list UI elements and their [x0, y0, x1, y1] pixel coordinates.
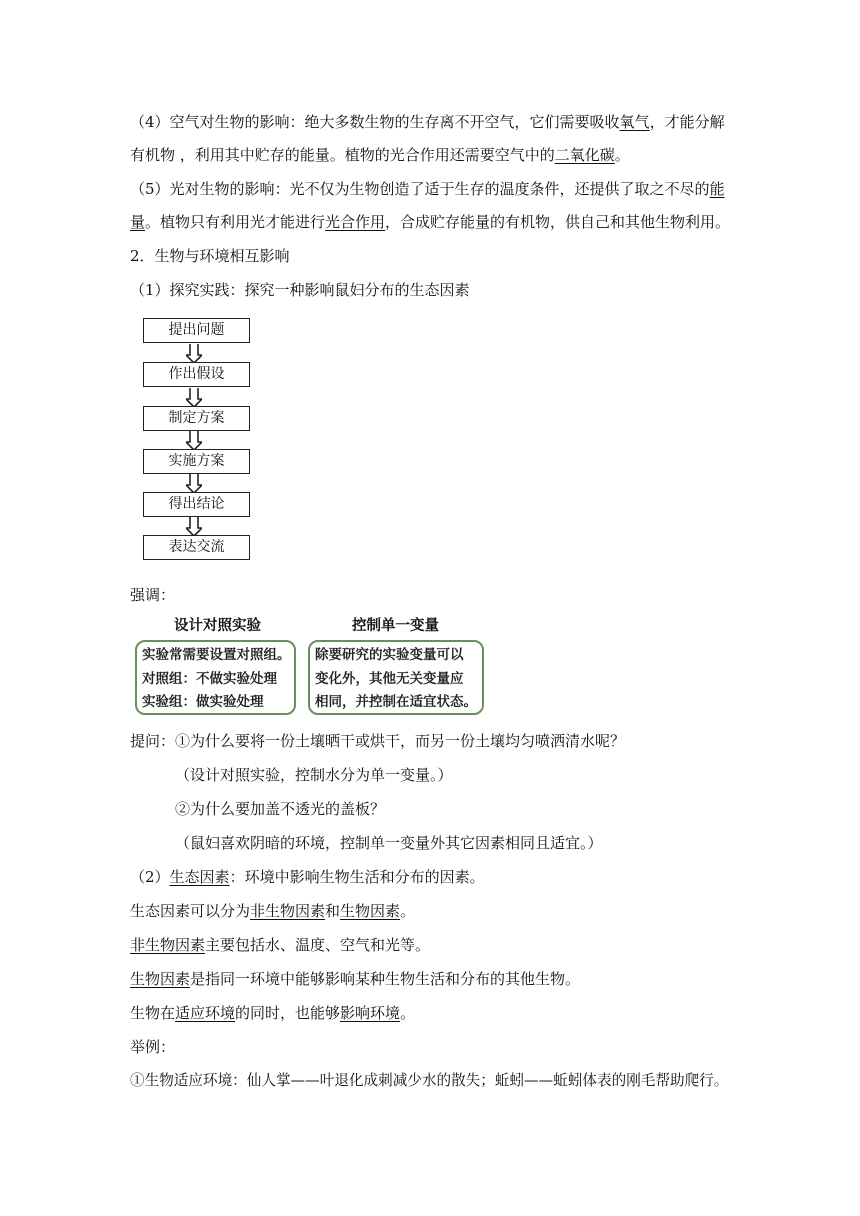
question-1: 提问：①为什么要将一份土壤晒干或烘干，而另一份土壤均匀喷洒清水呢？	[130, 732, 626, 750]
emphasis-left-line: 实验组：做实验处理	[142, 694, 264, 710]
para4-line2	[130, 145, 630, 165]
emphasis-right-line: 相同，并控制在适宜状态。	[315, 694, 477, 710]
emphasis-left-box	[135, 640, 296, 715]
emphasis-right-line: 变化外，其他无关变量应	[315, 670, 464, 687]
abiotic-line	[130, 935, 430, 955]
term-photosynthesis: 光合作用	[325, 213, 386, 231]
term-ecological-factor: 生态因素	[169, 868, 230, 886]
para5-line1	[130, 179, 725, 199]
classify-line	[130, 901, 415, 921]
para5-text: ，合成贮存能量的有机物，供自己和其他生物利用。	[385, 213, 731, 231]
emphasis-label: 强调：	[130, 586, 176, 604]
term-abiotic: 非生物因素	[250, 902, 326, 920]
term-energy: 能	[709, 180, 725, 198]
para5-line2	[130, 212, 730, 232]
para4-line1	[130, 112, 725, 132]
emphasis-right-line: 除要研究的实验变量可以	[315, 647, 464, 663]
sub2-text: ：环境中影响生物生活和分布的因素。	[229, 868, 485, 886]
answer-2: （鼠妇喜欢阴暗的环境，控制单一变量外其它因素相同且适宜。）	[175, 834, 603, 852]
down-arrow-icon	[186, 388, 202, 408]
para4-text: ，才能分解	[649, 113, 725, 131]
term-abiotic: 非生物因素	[130, 936, 206, 954]
para5-text: 。植物只有利用光才能进行	[145, 213, 326, 231]
flow-step-4: 实施方案	[143, 449, 250, 474]
term-co2: 二氧化碳	[554, 146, 615, 164]
down-arrow-icon	[186, 344, 202, 364]
biotic-line	[130, 969, 580, 989]
sub2-text: （2）	[130, 868, 170, 886]
term-oxygen: 氧气	[619, 113, 650, 131]
adapt-line	[130, 1003, 415, 1023]
flow-step-3: 制定方案	[143, 406, 250, 431]
emphasis-right-title: 控制单一变量	[352, 618, 439, 634]
answer-1: （设计对照实验，控制水分为单一变量。）	[175, 766, 453, 784]
classify-text: 和	[325, 902, 341, 920]
example-label: 举例：	[130, 1038, 176, 1056]
para4-text: （4）空气对生物的影响：绝大多数生物的生存离不开空气，它们需要吸收	[130, 113, 620, 131]
subsection-1: （1）探究实践：探究一种影响鼠妇分布的生态因素	[130, 281, 470, 299]
subsection-2	[130, 867, 485, 887]
flow-step-1: 提出问题	[143, 318, 250, 343]
emphasis-right-box	[308, 640, 484, 715]
flow-step-2: 作出假设	[143, 362, 250, 387]
emphasis-left-line: 实验常需要设置对照组。	[142, 647, 291, 663]
classify-text: 生态因素可以分为	[130, 902, 251, 920]
para4-text: 有机物 ，利用其中贮存的能量。植物的光合作用还需要空气中的	[130, 146, 555, 164]
term-influence: 影响环境	[340, 1004, 401, 1022]
classify-text: 。	[400, 902, 416, 920]
down-arrow-icon	[186, 431, 202, 451]
term-adapt: 适应环境	[175, 1004, 236, 1022]
example-1: ①生物适应环境：仙人掌——叶退化成刺减少水的散失；蚯蚓——蚯蚓体表的刚毛帮助爬行。	[130, 1072, 729, 1089]
adapt-text: 生物在	[130, 1004, 176, 1022]
emphasis-left-title: 设计对照实验	[174, 618, 261, 634]
question-2: ②为什么要加盖不透光的盖板？	[175, 800, 386, 818]
down-arrow-icon	[186, 517, 202, 537]
term-biotic: 生物因素	[130, 970, 191, 988]
abiotic-text: 主要包括水、温度、空气和光等。	[205, 936, 431, 954]
biotic-text: 是指同一环境中能够影响某种生物生活和分布的其他生物。	[190, 970, 581, 988]
flow-step-5: 得出结论	[143, 492, 250, 517]
para5-text: （5）光对生物的影响：光不仅为生物创造了适于生存的温度条件，还提供了取之不尽的	[130, 180, 710, 198]
section-heading: 2．生物与环境相互影响	[130, 247, 290, 265]
para4-text: 。	[614, 146, 630, 164]
flow-step-6: 表达交流	[143, 535, 250, 560]
adapt-text: 。	[400, 1004, 416, 1022]
term-energy: 量	[130, 213, 146, 231]
down-arrow-icon	[186, 474, 202, 494]
term-biotic: 生物因素	[340, 902, 401, 920]
emphasis-left-line: 对照组：不做实验处理	[142, 670, 277, 687]
adapt-text: 的同时，也能够	[235, 1004, 341, 1022]
